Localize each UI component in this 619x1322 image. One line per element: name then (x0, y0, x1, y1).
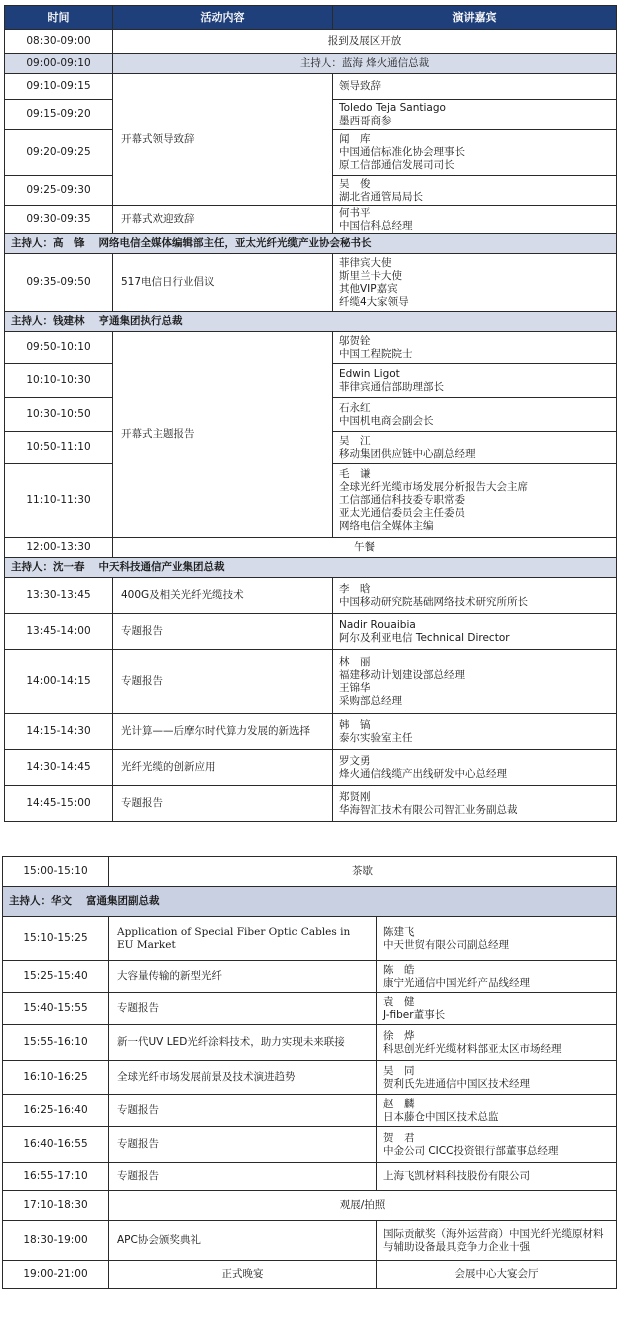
host-desc: 富通集团副总裁 (86, 895, 160, 907)
speaker-name: 领导致辞 (339, 80, 381, 92)
activity-cell: Application of Special Fiber Optic Cables in EU Market (109, 917, 377, 961)
time-cell: 15:10-15:25 (3, 917, 109, 961)
time-cell: 16:55-17:10 (3, 1163, 109, 1191)
speaker-cell: 陈建飞 中天世贸有限公司副总经理 (377, 917, 617, 961)
speaker-title: 墨西哥商参 (339, 114, 392, 127)
table-row (3, 993, 617, 1025)
activity-cell: 开幕式欢迎致辞 (113, 206, 333, 234)
activity-cell: 光纤光缆的创新应用 (113, 750, 333, 786)
speaker-name: Toledo Teja Santiago (339, 101, 446, 114)
header-speaker: 演讲嘉宾 (333, 6, 617, 30)
speaker-cell (333, 464, 617, 538)
speaker-name: 何书平 (339, 206, 371, 219)
activity-cell: 新一代UV LED光纤涂料技术，助力实现未来联接 (109, 1025, 377, 1061)
time-cell: 14:30-14:45 (5, 750, 113, 786)
time-cell: 14:00-14:15 (5, 650, 113, 714)
speaker-cell (333, 74, 617, 100)
activity-cell: 全球光纤市场发展前景及技术演进趋势 (109, 1061, 377, 1095)
table-row (3, 1191, 617, 1221)
table-row (5, 54, 617, 74)
speaker-cell: 袁 健 J-fiber董事长 (377, 993, 617, 1025)
time-cell: 09:00-09:10 (5, 54, 113, 74)
time-cell: 11:10-11:30 (5, 464, 113, 538)
activity-cell: 专题报告 (109, 1127, 377, 1163)
host-label: 主持人：高 锋 (11, 237, 85, 249)
tea-cell: 茶歇 (109, 857, 617, 887)
speaker-title: 菲律宾通信部助理部长 (339, 380, 444, 393)
host-cell (5, 558, 617, 578)
table-row (3, 1095, 617, 1127)
host-label: 主持人：华文 (9, 895, 72, 907)
table-row (5, 650, 617, 714)
table-row (5, 30, 617, 54)
speaker-cell: 郑贤刚 华海智汇技术有限公司智汇业务副总裁 (333, 786, 617, 822)
time-cell: 16:25-16:40 (3, 1095, 109, 1127)
speaker-title: 中国信科总经理 (339, 219, 413, 232)
time-cell: 09:35-09:50 (5, 254, 113, 312)
speaker-title: 移动集团供应链中心副总经理 (339, 447, 476, 460)
activity-cell: 开幕式领导致辞 (113, 74, 333, 206)
speaker-cell (333, 332, 617, 364)
table-row (5, 578, 617, 614)
table-row (3, 1025, 617, 1061)
speaker-cell: 林 丽 福建移动计划建设部总经理 王锦华 采购部总经理 (333, 650, 617, 714)
table-row (5, 714, 617, 750)
speaker-name: Edwin Ligot (339, 367, 400, 380)
registration-cell: 报到及展区开放 (113, 30, 617, 54)
activity-cell: 专题报告 (113, 786, 333, 822)
time-cell: 15:25-15:40 (3, 961, 109, 993)
time-cell: 10:10-10:30 (5, 364, 113, 398)
host-cell (5, 234, 617, 254)
time-cell: 08:30-09:00 (5, 30, 113, 54)
activity-cell: APC协会颁奖典礼 (109, 1221, 377, 1261)
table-row (5, 206, 617, 234)
host-desc: 网络电信全媒体编辑部主任，亚太光纤光缆产业协会秘书长 (98, 237, 372, 249)
table-row (3, 961, 617, 993)
table-row (3, 857, 617, 887)
speaker-cell: 菲律宾大使 斯里兰卡大使 其他VIP嘉宾 纤缆4大家领导 (333, 254, 617, 312)
activity-cell: 517电信日行业倡议 (113, 254, 333, 312)
host-desc: 中天科技通信产业集团总裁 (98, 561, 225, 573)
visit-cell: 观展/拍照 (109, 1191, 617, 1221)
time-cell: 13:30-13:45 (5, 578, 113, 614)
activity-cell: 专题报告 (109, 993, 377, 1025)
speaker-cell: 李 晗 中国移动研究院基础网络技术研究所所长 (333, 578, 617, 614)
speaker-cell (333, 206, 617, 234)
time-cell: 12:00-13:30 (5, 538, 113, 558)
host-row (5, 234, 617, 254)
speaker-title: 中国工程院院士 (339, 347, 413, 360)
table-row (3, 1127, 617, 1163)
time-cell: 18:30-19:00 (3, 1221, 109, 1261)
speaker-cell (333, 432, 617, 464)
time-cell: 09:25-09:30 (5, 176, 113, 206)
time-cell: 09:10-09:15 (5, 74, 113, 100)
time-cell: 13:45-14:00 (5, 614, 113, 650)
speaker-cell (333, 398, 617, 432)
activity-cell: 开幕式主题报告 (113, 332, 333, 538)
speaker-name: 邬贺铨 (339, 334, 371, 347)
speaker-title: 中国通信标准化协会理事长 原工信部通信发展司司长 (339, 146, 465, 171)
activity-cell: 400G及相关光纤光缆技术 (113, 578, 333, 614)
header-time: 时间 (5, 6, 113, 30)
host-cell (5, 312, 617, 332)
speaker-cell: 韩 镐 泰尔实验室主任 (333, 714, 617, 750)
activity-cell: 专题报告 (113, 614, 333, 650)
time-cell: 10:30-10:50 (5, 398, 113, 432)
table-row (3, 1221, 617, 1261)
time-cell: 14:45-15:00 (5, 786, 113, 822)
speaker-cell: 罗文勇 烽火通信线缆产出线研发中心总经理 (333, 750, 617, 786)
table-row (3, 1261, 617, 1289)
speaker-cell: 上海飞凯材料科技股份有限公司 (377, 1163, 617, 1191)
table-row (5, 614, 617, 650)
table-row (5, 254, 617, 312)
activity-cell: 专题报告 (109, 1163, 377, 1191)
speaker-cell (333, 130, 617, 176)
time-cell: 16:40-16:55 (3, 1127, 109, 1163)
speaker-cell (333, 364, 617, 398)
speaker-name: 吴 江 (339, 434, 371, 447)
host-row (5, 558, 617, 578)
speaker-name: 毛 谦 (339, 468, 371, 480)
header-activity: 活动内容 (113, 6, 333, 30)
host-cell: 主持人：蓝海 烽火通信总裁 (113, 54, 617, 74)
time-cell: 09:30-09:35 (5, 206, 113, 234)
time-cell: 09:50-10:10 (5, 332, 113, 364)
host-row (3, 887, 617, 917)
speaker-cell: Nadir Rouaibia 阿尔及利亚电信 Technical Director (333, 614, 617, 650)
agenda-table-part1 (4, 5, 617, 822)
speaker-cell: 赵 麟 日本藤仓中国区技术总监 (377, 1095, 617, 1127)
host-label: 主持人：钱建林 (11, 315, 85, 327)
speaker-name: 吴 俊 (339, 177, 371, 190)
activity-cell: 大容量传输的新型光纤 (109, 961, 377, 993)
table-row (3, 1061, 617, 1095)
host-row (5, 312, 617, 332)
lunch-cell: 午餐 (113, 538, 617, 558)
speaker-cell (333, 176, 617, 206)
speaker-cell: 贺 君 中金公司 CICC投资银行部董事总经理 (377, 1127, 617, 1163)
time-cell: 10:50-11:10 (5, 432, 113, 464)
speaker-title: 中国机电商会副会长 (339, 414, 434, 427)
speaker-cell: 陈 皓 康宁光通信中国光纤产品线经理 (377, 961, 617, 993)
speaker-cell: 会展中心大宴会厅 (377, 1261, 617, 1289)
table-row (5, 538, 617, 558)
time-cell: 17:10-18:30 (3, 1191, 109, 1221)
table-row (5, 786, 617, 822)
table-row (5, 750, 617, 786)
table-row (5, 332, 617, 364)
time-cell: 15:40-15:55 (3, 993, 109, 1025)
speaker-cell: 吴 同 贺利氏先进通信中国区技术经理 (377, 1061, 617, 1095)
speaker-cell: 徐 烨 科思创光纤光缆材料部亚太区市场经理 (377, 1025, 617, 1061)
speaker-cell: 国际贡献奖（海外运营商）中国光纤光缆原材料与辅助设备最具竞争力企业十强 (377, 1221, 617, 1261)
time-cell: 14:15-14:30 (5, 714, 113, 750)
speaker-name: 闻 库 (339, 133, 371, 145)
agenda-table-part2 (2, 856, 617, 1289)
host-desc: 亨通集团执行总裁 (98, 315, 183, 327)
activity-cell: 光计算——后摩尔时代算力发展的新选择 (113, 714, 333, 750)
host-cell (3, 887, 617, 917)
speaker-title: 湖北省通管局局长 (339, 190, 423, 203)
speaker-cell (333, 100, 617, 130)
speaker-title: 全球光纤光缆市场发展分析报告大会主席 工信部通信科技委专职常委 亚太光通信委员会主任委员 网络电信全媒体主编 (339, 481, 528, 532)
table-row (3, 917, 617, 961)
header-row (5, 6, 617, 30)
speaker-name: 石永红 (339, 401, 371, 414)
activity-cell: 专题报告 (109, 1095, 377, 1127)
time-cell: 19:00-21:00 (3, 1261, 109, 1289)
time-cell: 15:55-16:10 (3, 1025, 109, 1061)
time-cell: 16:10-16:25 (3, 1061, 109, 1095)
time-cell: 09:20-09:25 (5, 130, 113, 176)
time-cell: 15:00-15:10 (3, 857, 109, 887)
table-row (5, 74, 617, 100)
activity-cell: 专题报告 (113, 650, 333, 714)
activity-cell: 正式晚宴 (109, 1261, 377, 1289)
host-label: 主持人：沈一春 (11, 561, 85, 573)
table-row (3, 1163, 617, 1191)
time-cell: 09:15-09:20 (5, 100, 113, 130)
